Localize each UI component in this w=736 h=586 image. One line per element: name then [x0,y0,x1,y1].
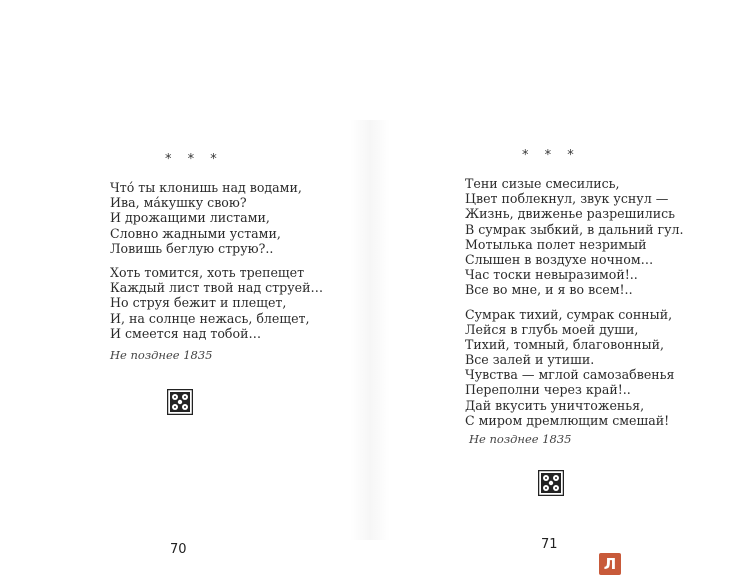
poem-line: Словно жадными устами, [110,225,281,241]
poem-line: Тихий, томный, благовонный, [465,336,665,352]
page-number: 71 [541,537,558,552]
poem-date: Не позднее 1835 [469,432,572,446]
poem-line: Каждый лист твой над струей… [110,280,324,296]
right-page [368,0,736,586]
page-number: 70 [170,542,187,557]
poem-date: Не позднее 1835 [110,348,213,362]
poem-line: Час тоски невыразимой!.. [465,267,638,283]
poem-line: Лейся в глубь моей души, [465,321,639,337]
floral-ornament-icon [167,389,193,415]
poem-text [465,176,684,428]
poem-line: С миром дремлющим смешай! [465,412,670,428]
poem-separator-stars: * * * [522,148,580,163]
poem-line: Сумрак тихий, сумрак сонный, [465,306,673,322]
poem-line: Мотылька полет незримый [465,236,647,252]
poem-separator-stars: * * * [165,152,223,167]
floral-ornament-icon [538,470,564,496]
poem-line: Жизнь, движенье разрешились [465,206,676,222]
poem-line: И дрожащими листами, [110,210,270,226]
poem-line: Все во мне, и я во всем!.. [465,282,633,298]
poem-line: Все залей и утиши. [465,352,595,368]
poem-line: Слышен в воздухе ночном… [465,251,654,267]
poem-line: В сумрак зыбкий, в дальний гул. [465,221,684,237]
poem-text [110,180,323,341]
poem-line: Тени сизые смесились, [465,176,620,191]
labirint-logo: Л [599,553,621,575]
poem-line: Ловишь беглую струю?.. [110,240,274,256]
poem-line: Дай вкусить уничтоженья, [465,397,645,413]
poem-line: Что́ ты клонишь над водами, [110,180,302,195]
poem-line: Чувства — мглой самозабвенья [465,367,675,383]
poem-line: Переполни через край!.. [465,382,631,398]
poem-line: И смеется над тобой… [110,325,262,341]
poem-line: И, на солнце нежась, блещет, [110,310,310,326]
poem-line: Ива, ма́кушку свою? [110,195,247,211]
poem-line: Но струя бежит и плещет, [110,295,287,311]
poem-line: Хоть томится, хоть трепещет [110,264,305,280]
poem-line: Цвет поблекнул, звук уснул — [465,191,669,207]
